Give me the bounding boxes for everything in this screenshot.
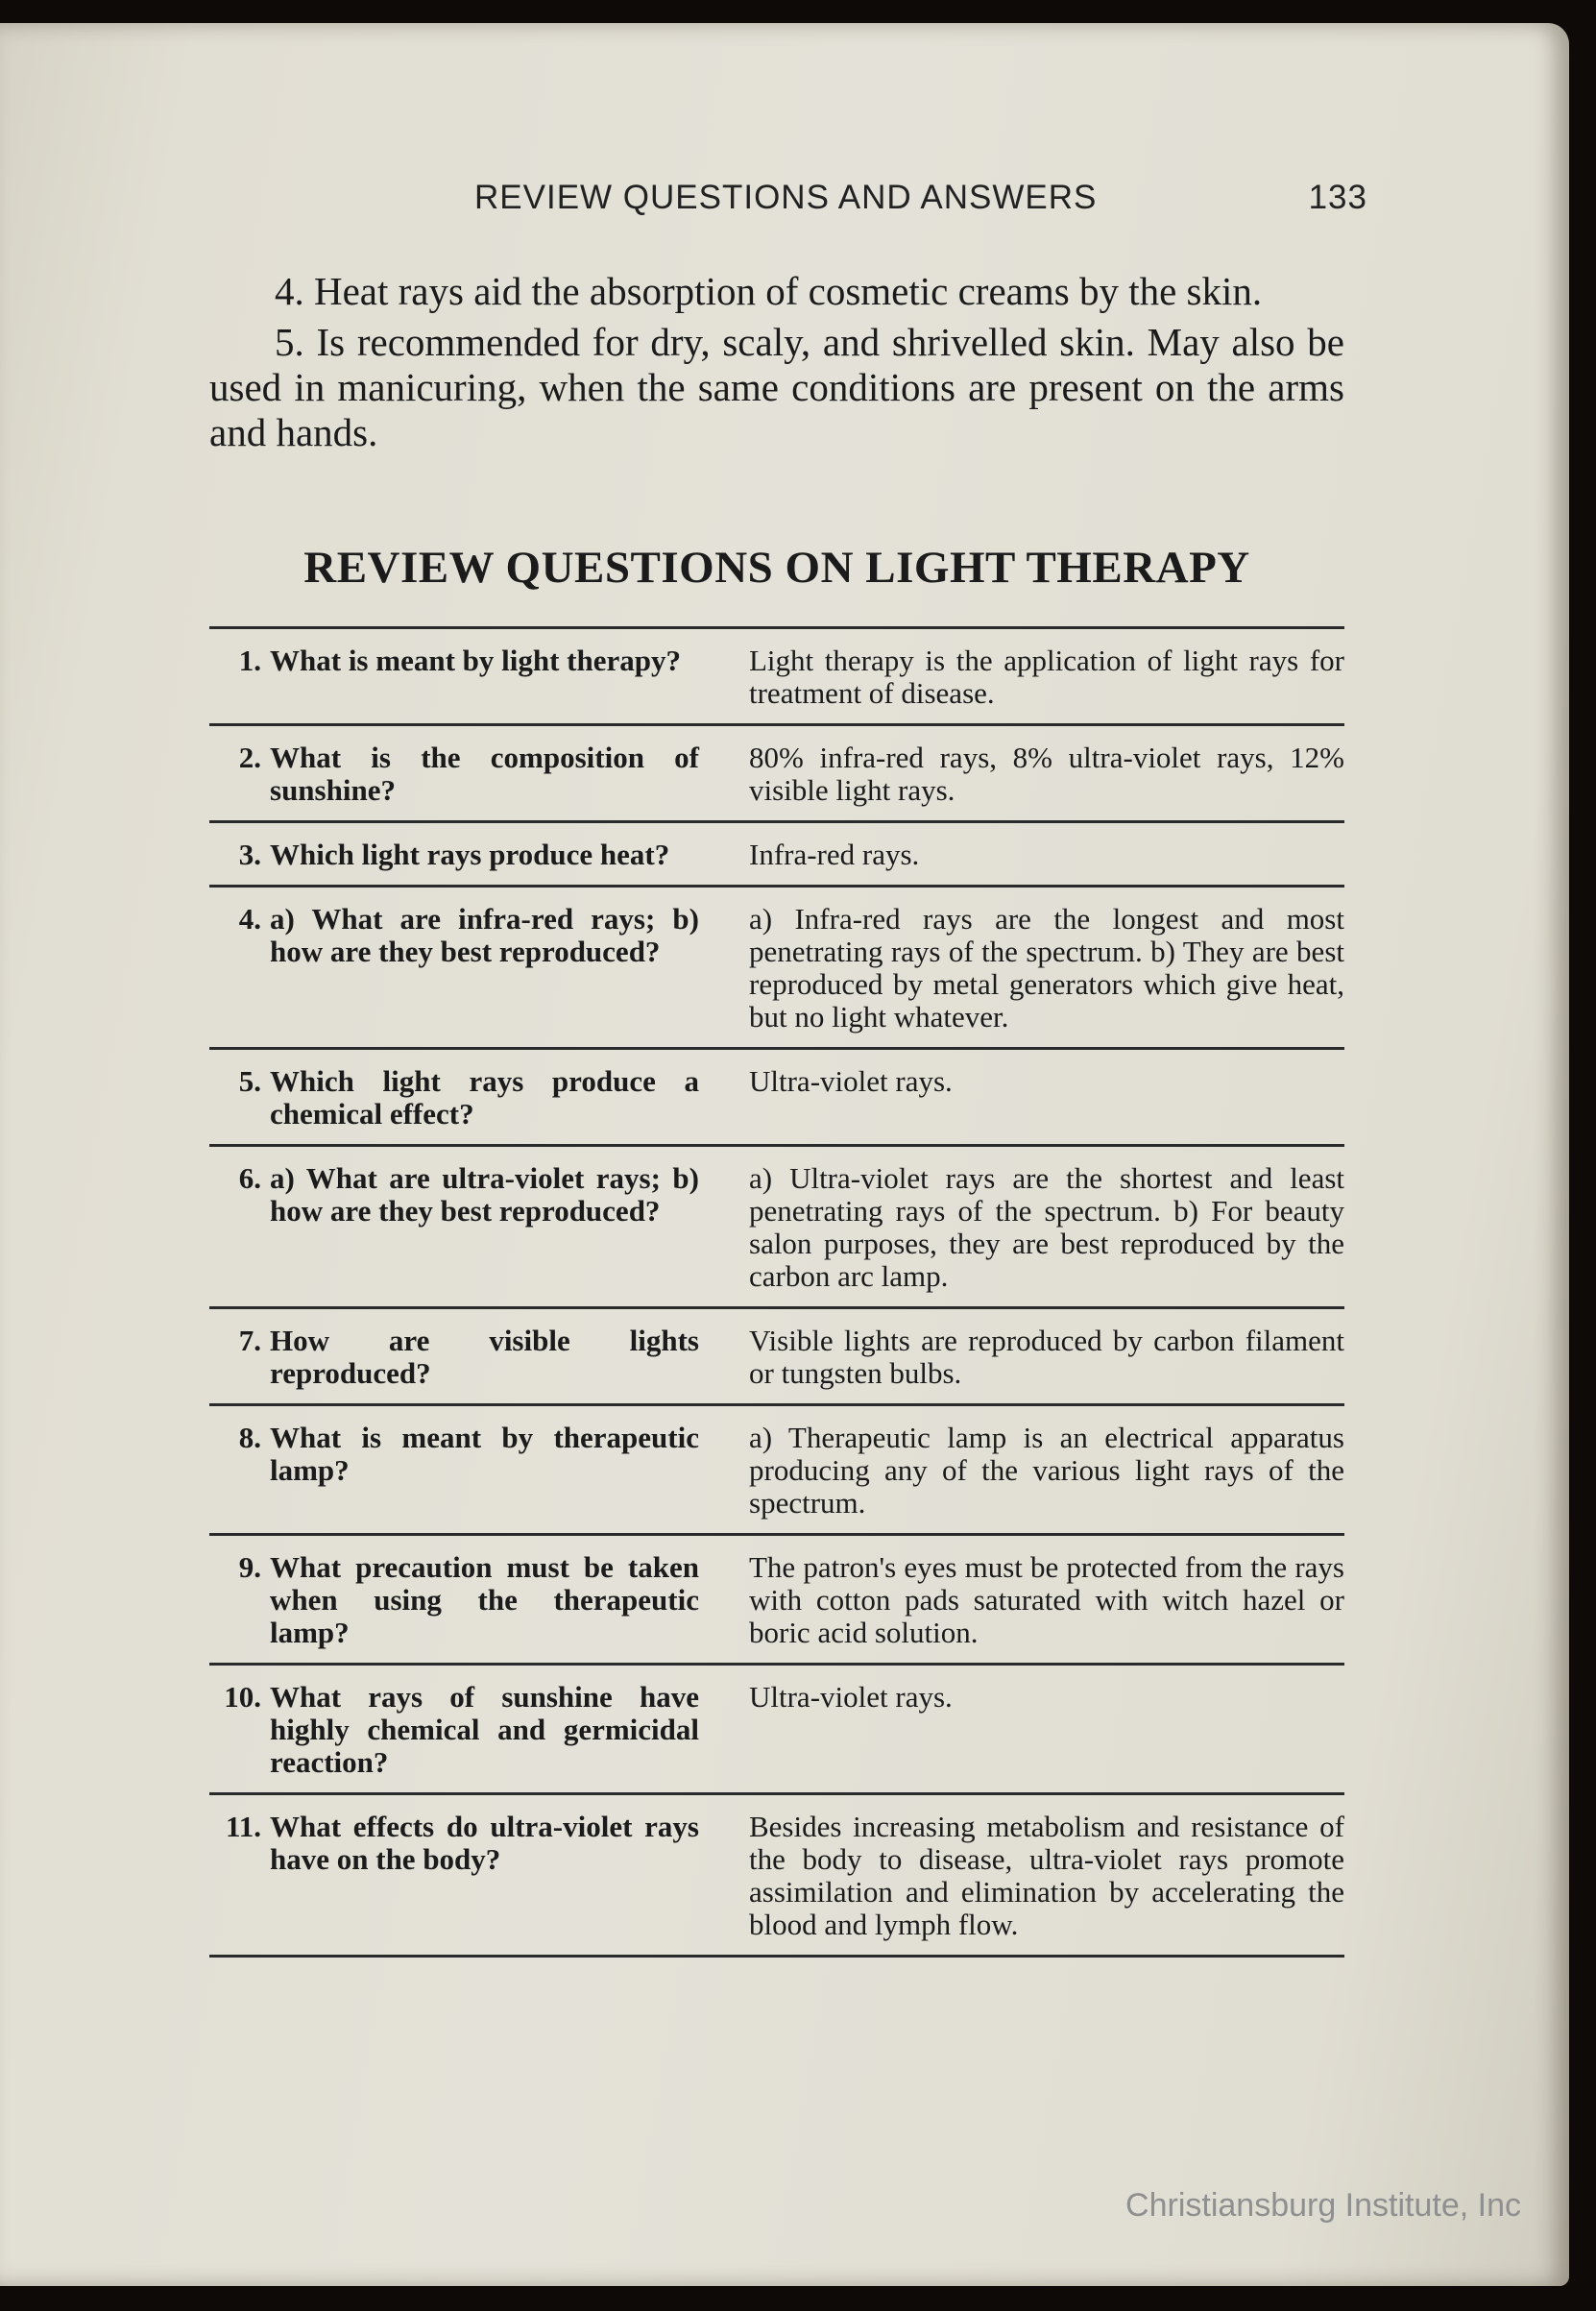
question	[209, 1325, 718, 1390]
answer-text: The patron's eyes must be protected from the rays with cotton pads saturated with witch hazel or boric acid solution.	[749, 1550, 1344, 1649]
qa-row-11	[209, 1795, 1344, 1958]
question-text: What precaution must be taken when using the therapeutic lamp?	[270, 1550, 699, 1649]
qa-row-3	[209, 823, 1344, 888]
qa-row-7	[209, 1309, 1344, 1406]
question-number: 8.	[238, 1421, 261, 1454]
qa-row-4	[209, 888, 1344, 1050]
question-text: What rays of sunshine have highly chemical and germicidal reaction?	[270, 1680, 699, 1779]
intro-text	[209, 269, 1344, 461]
question	[209, 1681, 718, 1779]
book-page	[0, 23, 1569, 2286]
intro-paragraph-5: 5. Is recommended for dry, scaly, and shrivelled skin. May also be used in manicuring, when the same conditions are present on the arms and hands.	[209, 320, 1344, 454]
question	[209, 1162, 718, 1228]
watermark: Christiansburg Institute, Inc	[1125, 2187, 1521, 2224]
qa-row-5	[209, 1050, 1344, 1147]
question-text: Which light rays produce a chemical effect?	[270, 1064, 699, 1131]
question-number: 1.	[238, 644, 261, 677]
answer-text: Besides increasing metabolism and resistance of the body to disease, ultra-violet rays promote assimilation and elimination by accelerating the blood and lymph flow.	[749, 1810, 1344, 1941]
qa-row-1	[209, 629, 1344, 726]
question	[209, 1811, 718, 1876]
question-number: 7.	[238, 1324, 261, 1357]
question-number: 2.	[238, 741, 261, 774]
answer-text: Infra-red rays.	[749, 838, 920, 871]
question-text: How are visible lights reproduced?	[270, 1324, 699, 1390]
page-number: 133	[1308, 179, 1367, 216]
qa-table	[209, 626, 1344, 1958]
qa-row-10	[209, 1666, 1344, 1795]
question-number: 11.	[225, 1810, 261, 1843]
question-text: What is meant by therapeutic lamp?	[270, 1421, 699, 1487]
qa-row-2	[209, 726, 1344, 823]
question-text: Which light rays produce heat?	[270, 838, 670, 871]
question-number: 4.	[238, 902, 261, 936]
answer-text: Ultra-violet rays.	[749, 1680, 953, 1714]
answer-text: 80% infra-red rays, 8% ultra-violet rays, 12% visible light rays.	[749, 741, 1344, 807]
running-head-title: REVIEW QUESTIONS AND ANSWERS	[474, 179, 1098, 216]
qa-row-9	[209, 1536, 1344, 1666]
answer-text: Ultra-violet rays.	[749, 1064, 953, 1098]
question	[209, 839, 718, 871]
answer-text: a) Infra-red rays are the longest and most penetrating rays of the spectrum. b) They are best reproduced by metal generators which give heat, but no light whatever.	[749, 902, 1344, 1034]
question	[209, 645, 718, 677]
answer-text: a) Ultra-violet rays are the shortest and least penetrating rays of the spectrum. b) For beauty salon purposes, they are best reproduced by the carbon arc lamp.	[749, 1161, 1344, 1293]
qa-row-8	[209, 1406, 1344, 1536]
question-text: a) What are ultra-violet rays; b) how are they best reproduced?	[270, 1161, 699, 1228]
qa-row-6	[209, 1147, 1344, 1309]
section-title: REVIEW QUESTIONS ON LIGHT THERAPY	[303, 543, 1250, 593]
question-text: What effects do ultra-violet rays have on the body?	[270, 1810, 699, 1876]
question-text: What is the composition of sunshine?	[270, 741, 699, 807]
question-number: 6.	[238, 1161, 261, 1195]
question-number: 10.	[224, 1680, 261, 1714]
question-text: a) What are infra-red rays; b) how are they best reproduced?	[270, 902, 699, 968]
question-number: 5.	[238, 1064, 261, 1098]
question	[209, 1065, 718, 1131]
question	[209, 903, 718, 968]
question-number: 9.	[238, 1550, 261, 1584]
question	[209, 742, 718, 807]
question	[209, 1422, 718, 1487]
intro-paragraph-4: 4. Heat rays aid the absorption of cosmetic creams by the skin.	[275, 269, 1263, 313]
question	[209, 1551, 718, 1649]
answer-text: Light therapy is the application of light rays for treatment of disease.	[749, 644, 1344, 710]
question-number: 3.	[238, 838, 261, 871]
question-text: What is meant by light therapy?	[270, 644, 681, 677]
answer-text: a) Therapeutic lamp is an electrical apparatus producing any of the various light rays of the spectrum.	[749, 1421, 1344, 1520]
answer-text: Visible lights are reproduced by carbon filament or tungsten bulbs.	[749, 1324, 1344, 1390]
